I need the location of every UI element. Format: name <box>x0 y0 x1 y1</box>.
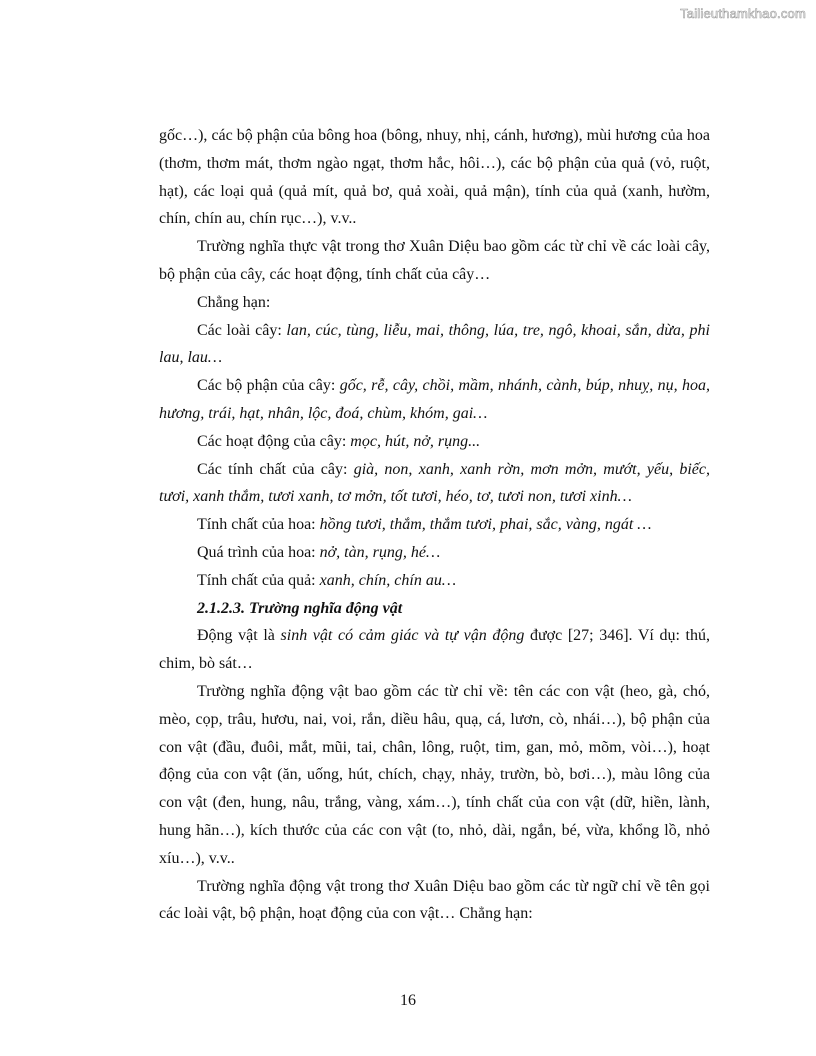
watermark: Tailieuthamkhao.com <box>680 6 806 21</box>
paragraph-plant-field-summary: Trường nghĩa thực vật trong thơ Xuân Diệu bao gồm các từ chỉ về các loài cây, bộ phận của cây, các hoạt động, tính chất của cây… <box>159 238 710 283</box>
paragraph-animal-field: Trường nghĩa động vật bao gồm các từ chỉ về: tên các con vật (heo, gà, chó, mèo, cọp, trâu, hươu, nai, voi, rắn, diều hâu, quạ, cá, lươn, cò, nhái…), bộ phận của con vật (đầu, đuôi, mắt, mũi, tai, chân, lông, ruột, tim, gan, mỏ, mõm, vòi…), hoạt động của con vật (ăn, uống, hút, chích, chạy, nhảy, trườn, bò, bơi…), màu lông của con vật (đen, hung, nâu, trắng, vàng, xám…), tính chất của con vật (dữ, hiền, lành, hung hãn…), kích thước của các con vật (to, nhỏ, dài, ngắn, bé, vừa, khổng lồ, nhỏ xíu…), v.v.. <box>159 682 710 867</box>
section-heading: 2.1.2.3. Trường nghĩa động vật <box>197 599 403 617</box>
text-segment: Động vật là <box>197 627 281 645</box>
list-plant-properties <box>159 456 710 512</box>
list-label: Quá trình của hoa: <box>197 543 320 561</box>
page-number: 16 <box>400 992 416 1009</box>
list-items: xanh, chín, chín au… <box>319 571 457 589</box>
page-body <box>159 122 710 928</box>
list-flower-properties <box>159 511 710 539</box>
list-plant-species <box>159 317 710 373</box>
paragraph-animal-field-poetry: Trường nghĩa động vật trong thơ Xuân Diệu bao gồm các từ ngữ chỉ về tên gọi các loài vật, bộ phận, hoạt động của con vật… Chẳng hạn: <box>159 877 710 923</box>
list-label: Tính chất của quả: <box>197 571 320 589</box>
list-items: già, non, xanh, xanh rờn, mơn mởn, mướt, yếu, biếc, tươi, xanh thắm, tươi xanh, tơ mởn, tốt tươi, héo, tơ, tươi non, tươi xinh… <box>159 460 711 506</box>
paragraph-continuation: gốc…), các bộ phận của bông hoa (bông, nhuy, nhị, cánh, hương), mùi hương của hoa (thơm, thơm mát, thơm ngào ngạt, thơm hắc, hôi…), các bộ phận của quả (vỏ, ruột, hạt), các loại quả (quả mít, quả bơ, quả xoài, quả mận), tính của quả (xanh, hườm, chín, chín au, chín rục…), v.v.. <box>159 127 710 228</box>
quoted-definition: sinh vật có cảm giác và tự vận động <box>280 627 525 645</box>
list-items: lan, cúc, tùng, liễu, mai, thông, lúa, tre, ngô, khoai, sắn, dừa, phi lau, lau… <box>159 321 710 367</box>
list-flower-process <box>159 539 710 567</box>
list-label: Các loài cây: <box>197 321 287 339</box>
list-items: nở, tàn, rụng, hé… <box>319 543 441 561</box>
list-items: hồng tươi, thắm, thắm tươi, phai, sắc, vàng, ngát … <box>319 516 652 534</box>
text-segment: được [27; 346]. Ví dụ: thú, chim, bò sát… <box>159 627 711 673</box>
list-label: Các tính chất của cây: <box>197 460 354 478</box>
paragraph-animal-definition <box>159 622 710 678</box>
list-plant-parts <box>159 372 710 428</box>
list-fruit-properties <box>159 567 710 595</box>
paragraph-for-example: Chẳng hạn: <box>197 293 271 311</box>
list-label: Các bộ phận của cây: <box>197 377 340 395</box>
list-label: Các hoạt động của cây: <box>197 432 351 450</box>
list-items: mọc, hút, nở, rụng... <box>350 432 481 450</box>
list-plant-activities <box>159 428 710 456</box>
list-items: gốc, rễ, cây, chồi, mầm, nhánh, cành, búp, nhuỵ, nụ, hoa, hương, trái, hạt, nhân, lộc, đoá, chùm, khóm, gai… <box>159 377 711 422</box>
list-label: Tính chất của hoa: <box>197 516 320 534</box>
